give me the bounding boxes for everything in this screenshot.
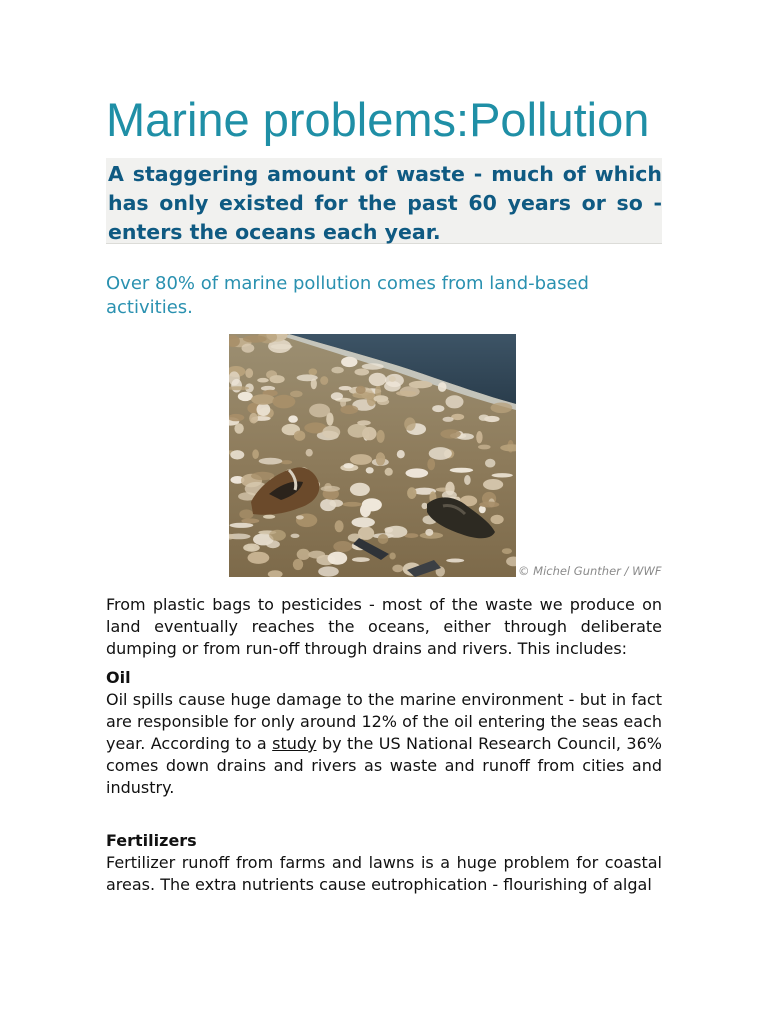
page-title: Marine problems:Pollution: [106, 93, 650, 146]
oil-heading: Oil: [106, 668, 131, 687]
study-link[interactable]: study: [272, 734, 317, 753]
lead-box: [106, 158, 662, 244]
lead-text: A staggering amount of waste - much of which has only existed for the past 60 years or so - enters the oceans each year.: [108, 162, 662, 244]
photo-credit: © Michel Gunther / WWF: [518, 564, 662, 578]
fertilizers-heading: Fertilizers: [106, 831, 197, 850]
oil-paragraph: [106, 689, 662, 799]
fertilizers-paragraph: Fertilizer runoff from farms and lawns is a huge problem for coastal areas. The extra nutrients cause eutrophication - flourishing of algal: [106, 853, 662, 894]
oil-text-before: Oil spills cause huge damage to the marine environment - but in fact are responsible for only around 12% of the oil entering the seas each year. According to a: [106, 690, 662, 753]
oil-text-after: by the US National Research Council, 36% comes down drains and rivers as waste and runoff from cities and industry.: [106, 734, 662, 797]
beach-waste-photo: [229, 334, 516, 577]
intro-paragraph: From plastic bags to pesticides - most of the waste we produce on land eventually reaches the oceans, either through deliberate dumping or from run-off through drains and rivers. This includes:: [106, 595, 662, 658]
highlight-text: Over 80% of marine pollution comes from land-based activities.: [106, 273, 589, 318]
